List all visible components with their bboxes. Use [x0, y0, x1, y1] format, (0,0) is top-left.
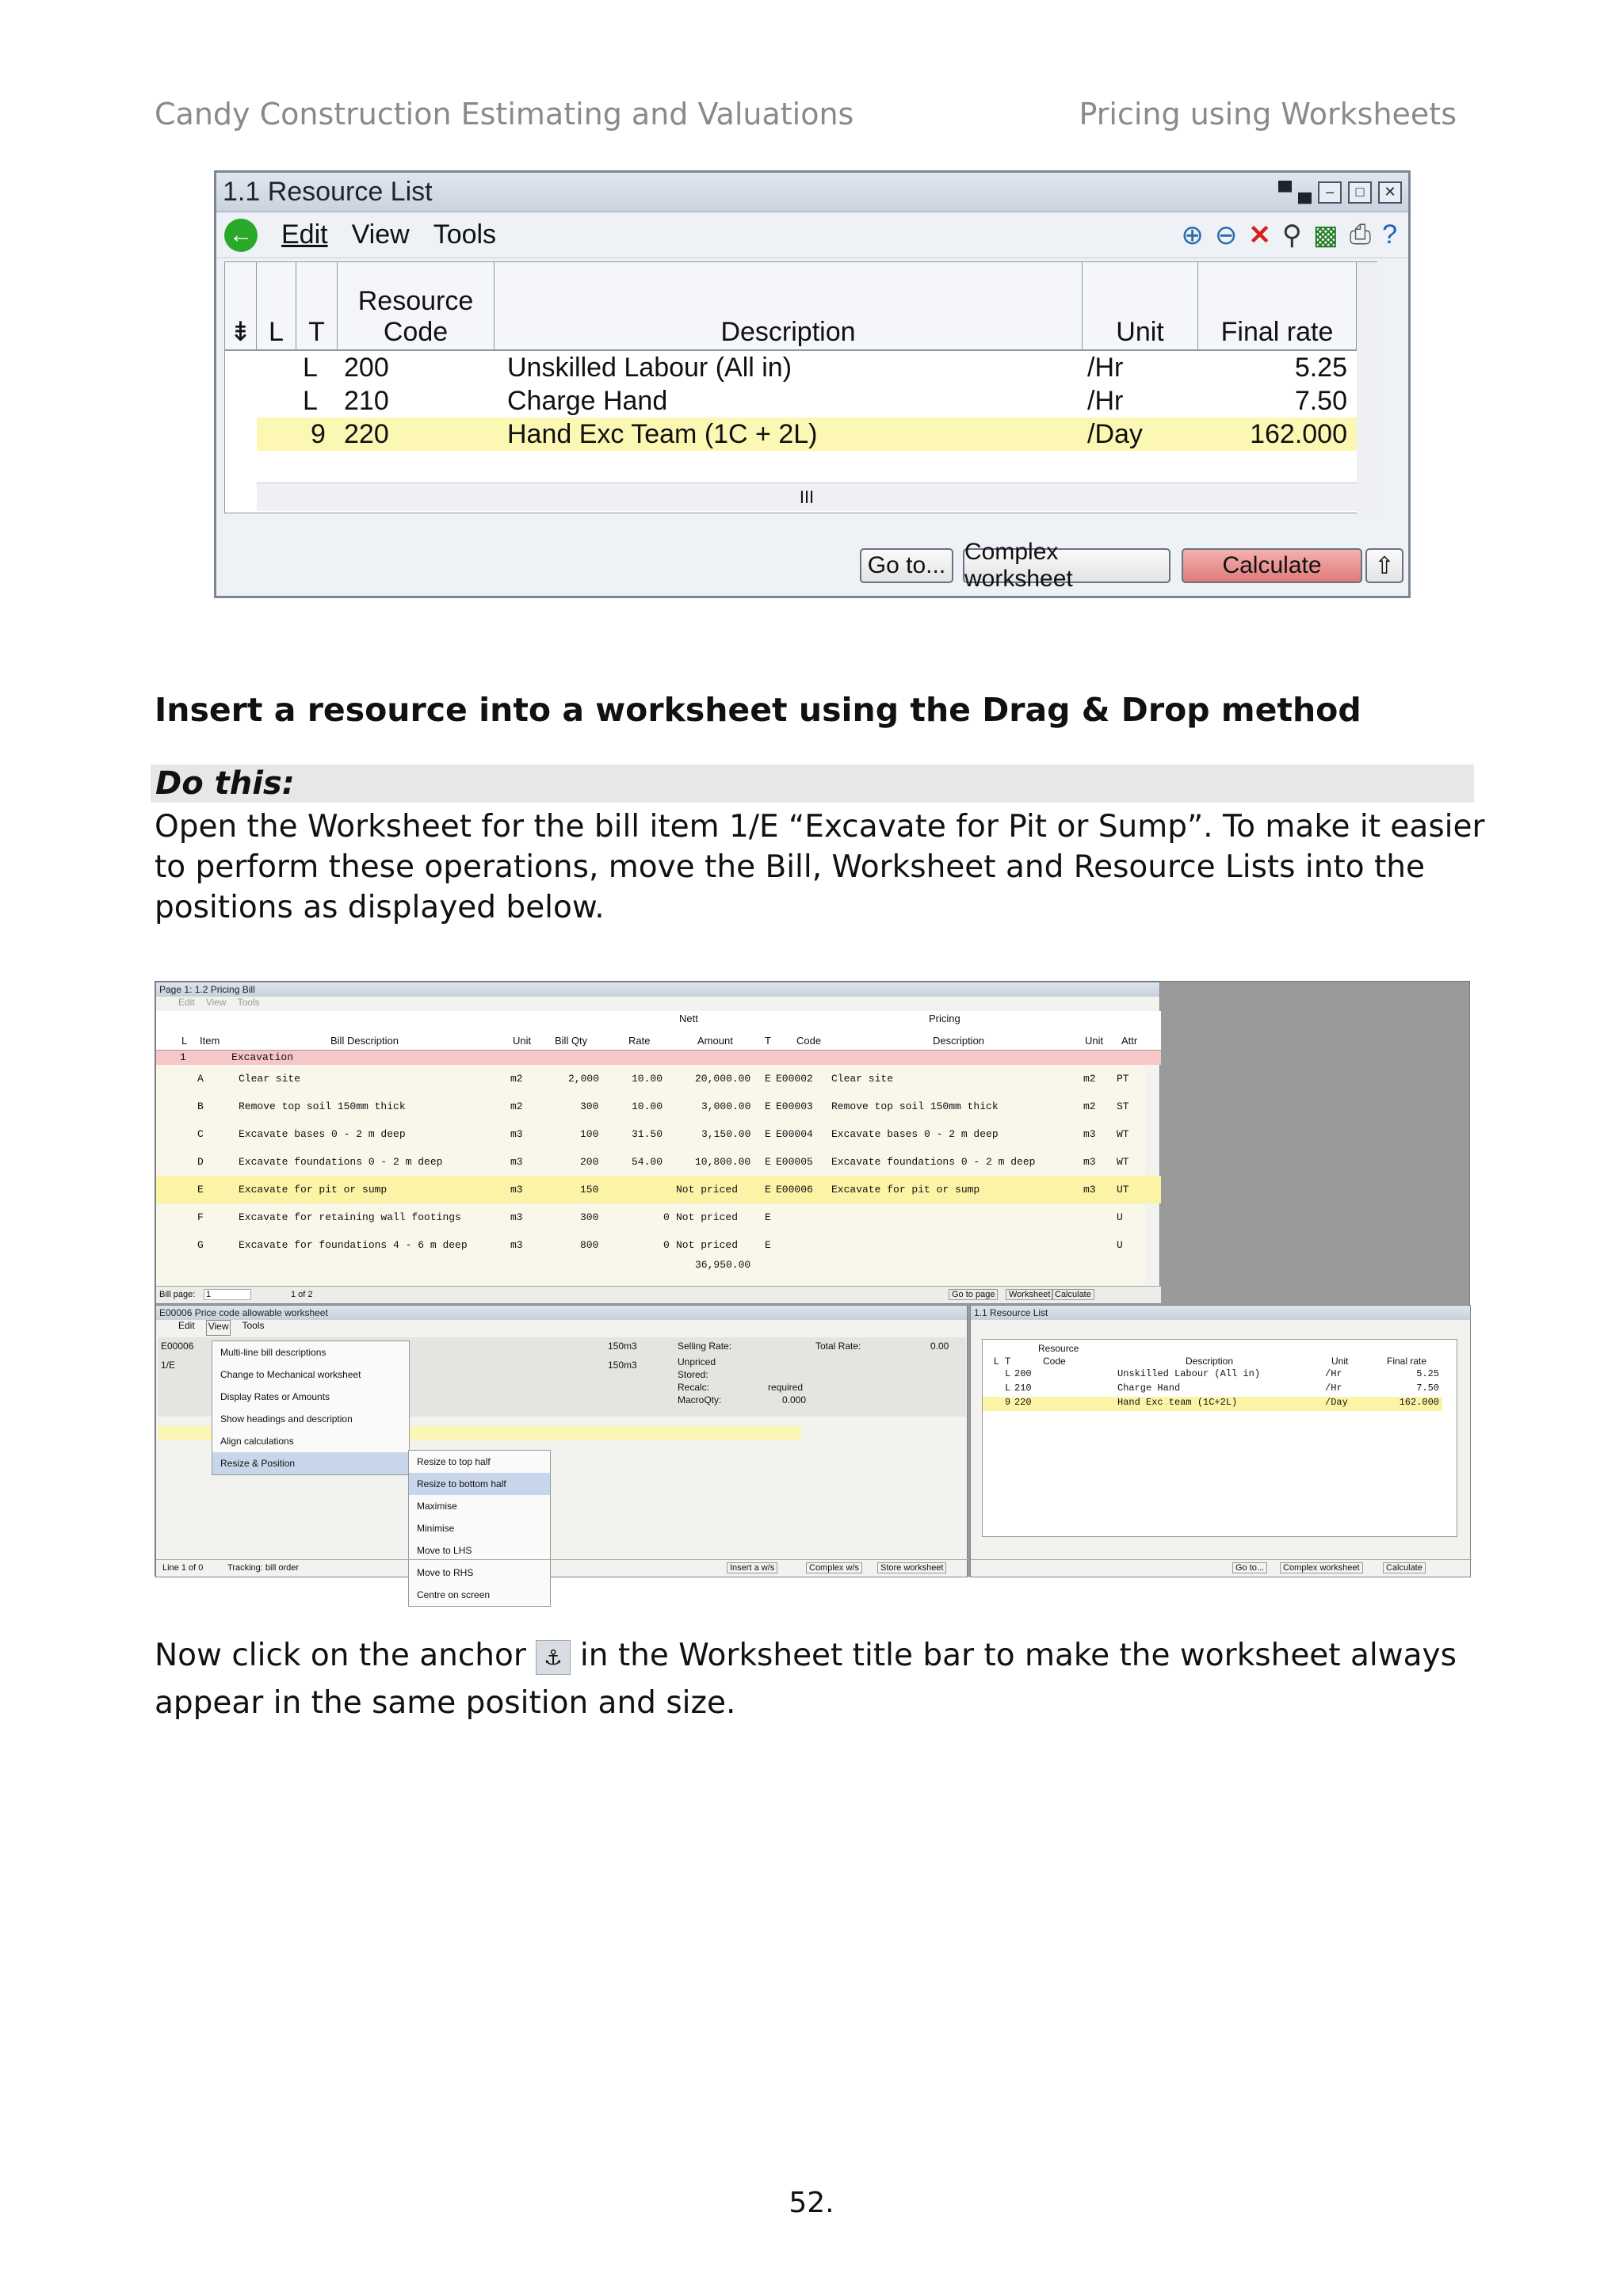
find-icon[interactable]: ⚲	[1281, 219, 1302, 250]
bill-header: Nett Pricing L Item Bill Description Unit Bill Qty Rate Amount T Code Description Unit Attr	[156, 1011, 1161, 1051]
layout-screenshot	[155, 981, 1470, 1600]
menu-edit[interactable]: Edit	[281, 219, 328, 250]
worksheet-window	[155, 1305, 968, 1600]
mini-resource-window	[970, 1305, 1471, 1577]
mini-table-row[interactable]: L 200 Unskilled Labour (All in) /Hr 5.25	[1005, 1368, 1439, 1379]
bill-total-row: 36,950.00	[695, 1259, 751, 1271]
mini-resource-grid: Resource L T Code Description Unit Final rate L 200 Unskilled Labour (All in) /Hr 5.25 L 210 Charge Hand /Hr 7.50 9 220 Hand Exc team (1C+2L) /Day 162.000	[982, 1339, 1457, 1537]
page-number: 52.	[789, 2187, 834, 2219]
delete-icon[interactable]: ✕	[1248, 219, 1271, 250]
header-right: Pricing using Worksheets	[1079, 97, 1457, 132]
header-left: Candy Construction Estimating and Valuations	[155, 97, 854, 132]
print-icon[interactable]: ⎙	[1349, 219, 1372, 250]
worksheet-status-bar: Line 1 of 0 Tracking: bill order Insert a w/s Complex w/s Store worksheet	[156, 1559, 968, 1577]
pricing-bill-window	[155, 982, 1160, 1304]
worksheet-menu: Edit View Tools	[156, 1320, 967, 1336]
calculate-button[interactable]: Calculate	[1182, 548, 1362, 583]
do-this-label: Do this:	[151, 765, 1474, 803]
sort-icon[interactable]: ⇟	[229, 317, 252, 347]
minimize-icon[interactable]: –	[1318, 181, 1342, 204]
window-title-bar	[216, 173, 1408, 212]
pin-icon[interactable]: ▀	[1277, 181, 1292, 203]
collapse-icon[interactable]: ⇧	[1365, 548, 1403, 583]
maximize-icon[interactable]: □	[1348, 181, 1372, 204]
bill-menu: Edit View Tools	[178, 997, 260, 1008]
anchor-icon: ⚓	[536, 1640, 571, 1675]
bill-title: Page 1: 1.2 Pricing Bill	[156, 982, 1159, 997]
horizontal-scrollbar[interactable]: III	[257, 482, 1357, 511]
button-row	[216, 539, 1408, 592]
table-row[interactable]: L 210 Charge Hand /Hr 7.50	[303, 385, 1347, 416]
resource-list-window	[214, 170, 1411, 598]
excel-icon[interactable]: ▩	[1312, 219, 1338, 250]
zoom-in-icon[interactable]: ⊕	[1181, 219, 1204, 250]
instruction-paragraph: Open the Worksheet for the bill item 1/E “Excavate for Pit or Sump”. To make it easier to perform these operations, move the Bill, Worksheet and Resource Lists into the positions as displayed below.	[155, 809, 1485, 925]
column-header-final-rate: Final rate	[1198, 262, 1357, 351]
resize-submenu: Resize to top half Resize to bottom half Maximise Minimise Move to LHS Move to RHS Centre on screen	[408, 1450, 551, 1607]
table-row[interactable]: L 200 Unskilled Labour (All in) /Hr 5.25	[303, 352, 1347, 383]
goto-button[interactable]: Go to...	[860, 548, 953, 583]
worksheet-info: E00006 1/E 150m3 150m3 Selling Rate: Total Rate: 0.00 Unpriced Stored: Recalc: required MacroQty: 0.000	[158, 1337, 966, 1417]
bill-row[interactable]: D Excavate foundations 0 - 2 m deep m3 200 54.00 10,800.00 E E00005 Excavate foundations 0 - 2 m deep m3 WT	[197, 1156, 1129, 1168]
row-selector-header	[225, 262, 257, 351]
back-icon[interactable]: ←	[224, 219, 258, 252]
menu-bar	[216, 212, 1408, 258]
column-header-code: Resource Code	[338, 262, 495, 351]
mini-table-row[interactable]: L 210 Charge Hand /Hr 7.50	[1005, 1383, 1439, 1394]
help-icon[interactable]: ?	[1382, 219, 1397, 250]
resource-grid	[224, 261, 1377, 513]
mini-button-row: Go to... Complex worksheet Calculate	[971, 1559, 1472, 1577]
column-header-unit: Unit	[1083, 262, 1198, 351]
column-header-l: L	[257, 262, 296, 351]
anchor-paragraph: Now click on the anchor ⚓ in the Worksheet title bar to make the worksheet always appear in the same position and size.	[155, 1638, 1457, 1721]
menu-tools[interactable]: Tools	[433, 219, 497, 250]
mini-resource-title: 1.1 Resource List	[971, 1306, 1470, 1320]
bill-rows	[156, 1051, 1145, 1285]
worksheet-title: E00006 Price code allowable worksheet	[156, 1306, 967, 1320]
bill-row[interactable]: F Excavate for retaining wall footings m3 300 0 Not priced E U	[197, 1211, 1123, 1223]
heading-row[interactable]: 1 Excavation	[156, 1051, 1161, 1065]
menu-view[interactable]: View	[351, 219, 410, 250]
column-header-description: Description	[495, 262, 1083, 351]
mini-table-row-selected[interactable]: 9 220 Hand Exc team (1C+2L) /Day 162.000	[983, 1397, 1442, 1411]
table-row-selected[interactable]: 9 220 Hand Exc Team (1C + 2L) /Day 162.000	[257, 418, 1357, 451]
section-heading: Insert a resource into a worksheet using the Drag & Drop method	[155, 691, 1361, 729]
vertical-scrollbar[interactable]	[1357, 262, 1377, 514]
column-header-t: T	[296, 262, 338, 351]
view-menu: Multi-line bill descriptions Change to Mechanical worksheet Display Rates or Amounts Show headings and description Align calculations Resize & Position	[212, 1341, 410, 1475]
complex-worksheet-button[interactable]: Complex worksheet	[963, 548, 1170, 583]
bill-row[interactable]: B Remove top soil 150mm thick m2 300 10.00 3,000.00 E E00003 Remove top soil 150mm thick m2 ST	[197, 1100, 1129, 1112]
bill-status-bar: Bill page: 1 1 of 2 Go to page Worksheet Calculate	[156, 1286, 1161, 1303]
pin2-icon[interactable]: ▄	[1297, 181, 1312, 203]
bill-row[interactable]: G Excavate for foundations 4 - 6 m deep m3 800 0 Not priced E U	[197, 1239, 1123, 1251]
bill-row-selected[interactable]: E Excavate for pit or sump m3 150 Not priced E E00006 Excavate for pit or sump m3 UT	[156, 1176, 1161, 1203]
bill-row[interactable]: C Excavate bases 0 - 2 m deep m3 100 31.50 3,150.00 E E00004 Excavate bases 0 - 2 m deep m3 WT	[197, 1128, 1129, 1140]
bill-row[interactable]: A Clear site m2 2,000 10.00 20,000.00 E E00002 Clear site m2 PT	[197, 1073, 1129, 1085]
window-title: 1.1 Resource List	[223, 177, 433, 207]
close-icon[interactable]: ✕	[1378, 181, 1402, 204]
zoom-out-icon[interactable]: ⊖	[1214, 219, 1238, 250]
